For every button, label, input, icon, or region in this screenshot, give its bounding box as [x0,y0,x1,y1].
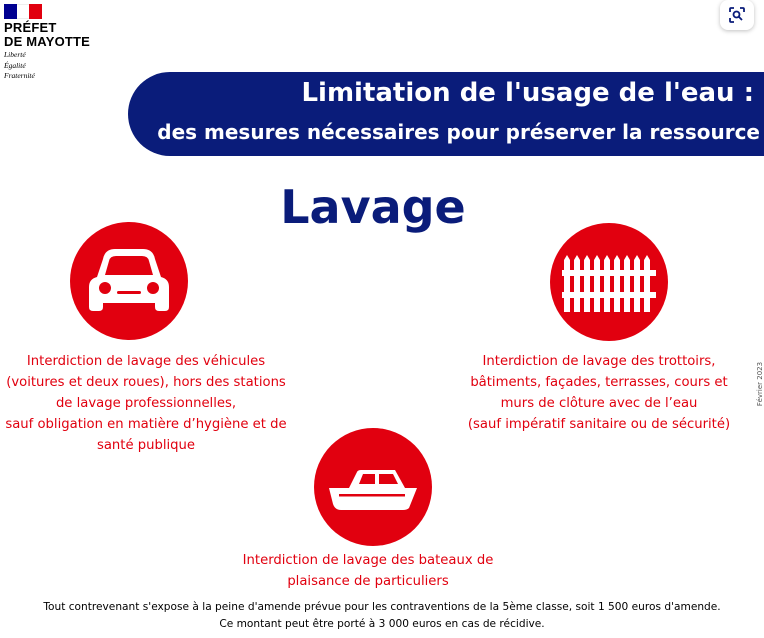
fence-caption-line: (sauf impératif sanitaire ou de sécurité) [467,417,731,432]
prefet-logo [4,4,114,81]
car-circle [70,222,188,340]
banner-subtitle: des mesures nécessaires pour préserver la ressource [157,120,760,144]
fence-caption-line: Interdiction de lavage des trottoirs, [482,354,716,369]
fence-caption-line: murs de clôture avec de l’eau [500,396,698,411]
car-caption-line: Interdiction de lavage des véhicules [26,354,266,369]
fence-caption [449,351,749,435]
motto-fraternite: Fraternité [4,71,35,80]
fence-icon [562,252,656,312]
car-caption-line: sauf obligation en matière d’hygiène et de [5,417,287,432]
french-flag-icon [4,4,42,19]
footer-recidive-line: Ce montant peut être porté à 3 000 euros en cas de récidive. [219,618,545,630]
motto-egalite: Égalité [4,60,26,70]
car-icon [83,241,175,321]
publication-date: Février 2023 [756,361,764,407]
car-caption-line: de lavage professionnelles, [55,396,237,411]
fence-caption-line: bâtiments, façades, terrasses, cours et [470,375,728,390]
boat-circle [314,428,432,546]
section-heading: Lavage [280,180,466,234]
motto-liberte: Liberté [4,50,26,59]
banner-title: Limitation de l'usage de l'eau : [301,78,754,108]
visual-search-button[interactable] [720,0,754,30]
boat-caption [218,550,518,592]
logo-line-2: DE MAYOTTE [4,34,91,49]
title-banner [128,72,764,156]
boat-caption-line: Interdiction de lavage des bateaux de [242,553,494,568]
fence-circle [550,223,668,341]
lens-search-icon [728,6,746,24]
car-caption-line: santé publique [96,438,196,453]
car-caption-line: (voitures et deux roues), hors des stations [6,375,286,390]
boat-icon [327,462,419,512]
logo-line-1: PRÉFET [4,20,57,35]
boat-caption-line: plaisance de particuliers [287,574,449,589]
footer-fine-line: Tout contrevenant s'expose à la peine d'amende prévue pour les contraventions de la 5ème classe, soit 1 500 euros d'amende. [43,601,721,613]
car-caption [0,351,292,456]
